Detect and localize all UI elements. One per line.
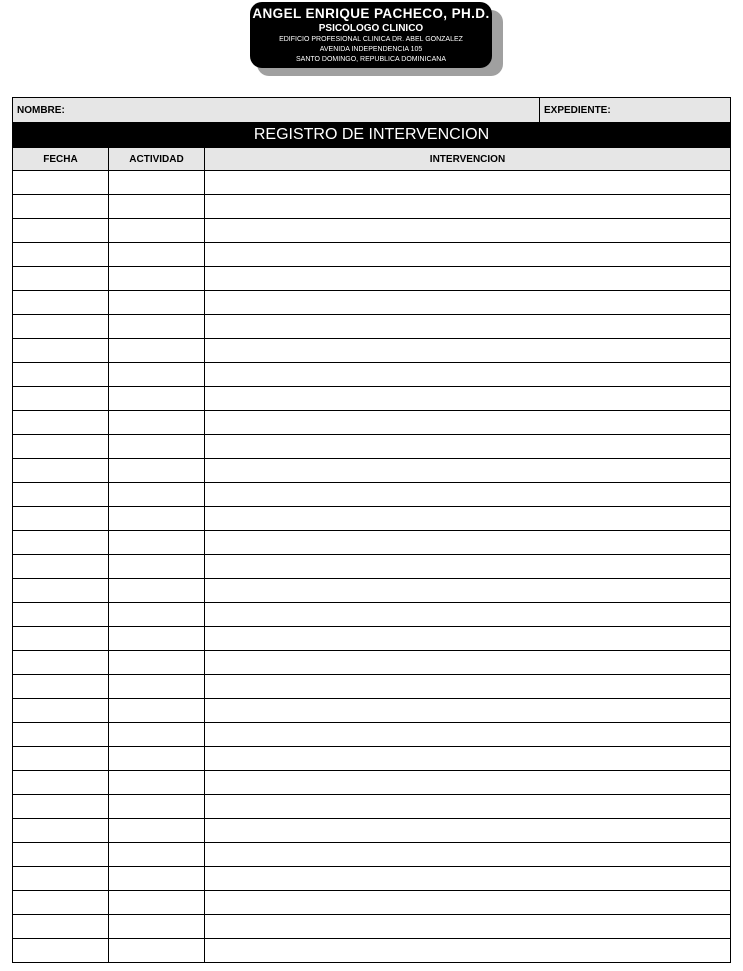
actividad-cell[interactable] <box>109 219 205 243</box>
table-row <box>13 603 731 627</box>
actividad-cell[interactable] <box>109 915 205 939</box>
intervencion-cell[interactable] <box>205 411 731 435</box>
table-row <box>13 771 731 795</box>
fecha-cell[interactable] <box>13 411 109 435</box>
fecha-cell[interactable] <box>13 219 109 243</box>
actividad-cell[interactable] <box>109 939 205 963</box>
actividad-cell[interactable] <box>109 579 205 603</box>
actividad-cell[interactable] <box>109 243 205 267</box>
actividad-cell[interactable] <box>109 675 205 699</box>
table-row <box>13 795 731 819</box>
actividad-cell[interactable] <box>109 699 205 723</box>
intervencion-cell[interactable] <box>205 267 731 291</box>
table-row <box>13 651 731 675</box>
fecha-cell[interactable] <box>13 891 109 915</box>
actividad-cell[interactable] <box>109 771 205 795</box>
intervencion-cell[interactable] <box>205 339 731 363</box>
table-row <box>13 819 731 843</box>
intervencion-cell[interactable] <box>205 747 731 771</box>
table-row <box>13 483 731 507</box>
table-row <box>13 555 731 579</box>
intervencion-cell[interactable] <box>205 243 731 267</box>
doctor-title: PSICOLOGO CLINICO <box>318 23 424 34</box>
intervencion-cell[interactable] <box>205 867 731 891</box>
table-row <box>13 675 731 699</box>
column-header-actividad: ACTIVIDAD <box>109 148 205 171</box>
intervencion-cell[interactable] <box>205 195 731 219</box>
actividad-cell[interactable] <box>109 531 205 555</box>
table-row <box>13 699 731 723</box>
fecha-cell[interactable] <box>13 915 109 939</box>
table-row <box>13 723 731 747</box>
table-row <box>13 171 731 195</box>
table-row <box>13 843 731 867</box>
intervencion-cell[interactable] <box>205 507 731 531</box>
table-row <box>13 891 731 915</box>
fecha-cell[interactable] <box>13 387 109 411</box>
actividad-cell[interactable] <box>109 507 205 531</box>
intervencion-cell[interactable] <box>205 363 731 387</box>
fecha-cell[interactable] <box>13 459 109 483</box>
actividad-cell[interactable] <box>109 867 205 891</box>
column-header-row <box>13 148 731 171</box>
actividad-cell[interactable] <box>109 171 205 195</box>
table-row <box>13 627 731 651</box>
actividad-cell[interactable] <box>109 435 205 459</box>
table-row <box>13 339 731 363</box>
fecha-cell[interactable] <box>13 291 109 315</box>
actividad-cell[interactable] <box>109 387 205 411</box>
doctor-name: ANGEL ENRIQUE PACHECO, PH.D. <box>252 6 490 21</box>
intervencion-cell[interactable] <box>205 795 731 819</box>
table-row <box>13 915 731 939</box>
actividad-cell[interactable] <box>109 795 205 819</box>
table-row <box>13 363 731 387</box>
fecha-cell[interactable] <box>13 747 109 771</box>
table-row <box>13 867 731 891</box>
fecha-cell[interactable] <box>13 363 109 387</box>
fecha-cell[interactable] <box>13 795 109 819</box>
fecha-cell[interactable] <box>13 651 109 675</box>
intervencion-cell[interactable] <box>205 171 731 195</box>
actividad-cell[interactable] <box>109 891 205 915</box>
intervencion-cell[interactable] <box>205 387 731 411</box>
intervencion-cell[interactable] <box>205 483 731 507</box>
intervencion-cell[interactable] <box>205 843 731 867</box>
actividad-cell[interactable] <box>109 315 205 339</box>
address-line: AVENIDA INDEPENDENCIA 105 <box>319 46 423 53</box>
patient-info-row <box>13 98 731 123</box>
intervencion-cell[interactable] <box>205 531 731 555</box>
fecha-cell[interactable] <box>13 603 109 627</box>
fecha-cell[interactable] <box>13 675 109 699</box>
column-header-intervencion: INTERVENCION <box>205 148 731 171</box>
actividad-cell[interactable] <box>109 267 205 291</box>
actividad-cell[interactable] <box>109 555 205 579</box>
fecha-cell[interactable] <box>13 531 109 555</box>
fecha-cell[interactable] <box>13 939 109 963</box>
actividad-cell[interactable] <box>109 819 205 843</box>
fecha-cell[interactable] <box>13 195 109 219</box>
expediente-field[interactable]: EXPEDIENTE: <box>540 98 731 123</box>
actividad-cell[interactable] <box>109 339 205 363</box>
table-row <box>13 243 731 267</box>
intervencion-cell[interactable] <box>205 459 731 483</box>
actividad-cell[interactable] <box>109 411 205 435</box>
nombre-field[interactable]: NOMBRE: <box>13 98 540 123</box>
address-line: EDIFICIO PROFESIONAL CLINICA DR. ABEL GONZALEZ <box>279 36 463 43</box>
actividad-cell[interactable] <box>109 627 205 651</box>
fecha-cell[interactable] <box>13 771 109 795</box>
actividad-cell[interactable] <box>109 747 205 771</box>
fecha-cell[interactable] <box>13 315 109 339</box>
table-row <box>13 219 731 243</box>
fecha-cell[interactable] <box>13 171 109 195</box>
table-row <box>13 315 731 339</box>
intervencion-cell[interactable] <box>205 603 731 627</box>
table-row <box>13 579 731 603</box>
actividad-cell[interactable] <box>109 459 205 483</box>
intervencion-cell[interactable] <box>205 675 731 699</box>
section-title: REGISTRO DE INTERVENCION <box>13 123 731 148</box>
table-row <box>13 531 731 555</box>
actividad-cell[interactable] <box>109 291 205 315</box>
fecha-cell[interactable] <box>13 483 109 507</box>
column-header-fecha: FECHA <box>13 148 109 171</box>
intervencion-cell[interactable] <box>205 555 731 579</box>
intervencion-cell[interactable] <box>205 315 731 339</box>
fecha-cell[interactable] <box>13 555 109 579</box>
table-row <box>13 387 731 411</box>
table-row <box>13 411 731 435</box>
intervencion-cell[interactable] <box>205 891 731 915</box>
intervencion-cell[interactable] <box>205 771 731 795</box>
table-row <box>13 507 731 531</box>
letterhead <box>250 2 492 68</box>
fecha-cell[interactable] <box>13 627 109 651</box>
intervencion-cell[interactable] <box>205 291 731 315</box>
actividad-cell[interactable] <box>109 651 205 675</box>
intervencion-cell[interactable] <box>205 579 731 603</box>
table-row <box>13 435 731 459</box>
intervencion-cell[interactable] <box>205 627 731 651</box>
table-row <box>13 747 731 771</box>
fecha-cell[interactable] <box>13 267 109 291</box>
intervencion-cell[interactable] <box>205 819 731 843</box>
table-row <box>13 195 731 219</box>
fecha-cell[interactable] <box>13 819 109 843</box>
actividad-cell[interactable] <box>109 483 205 507</box>
fecha-cell[interactable] <box>13 699 109 723</box>
actividad-cell[interactable] <box>109 843 205 867</box>
intervencion-cell[interactable] <box>205 939 731 963</box>
fecha-cell[interactable] <box>13 579 109 603</box>
intervencion-cell[interactable] <box>205 915 731 939</box>
table-row <box>13 939 731 963</box>
actividad-cell[interactable] <box>109 603 205 627</box>
intervencion-cell[interactable] <box>205 723 731 747</box>
actividad-cell[interactable] <box>109 195 205 219</box>
fecha-cell[interactable] <box>13 867 109 891</box>
intervention-form <box>12 97 731 963</box>
address-line: SANTO DOMINGO, REPUBLICA DOMINICANA <box>295 56 446 63</box>
intervencion-cell[interactable] <box>205 219 731 243</box>
actividad-cell[interactable] <box>109 363 205 387</box>
fecha-cell[interactable] <box>13 339 109 363</box>
fecha-cell[interactable] <box>13 723 109 747</box>
intervencion-cell[interactable] <box>205 699 731 723</box>
intervencion-cell[interactable] <box>205 435 731 459</box>
table-row <box>13 267 731 291</box>
intervencion-cell[interactable] <box>205 651 731 675</box>
table-row <box>13 459 731 483</box>
fecha-cell[interactable] <box>13 843 109 867</box>
table-row <box>13 291 731 315</box>
actividad-cell[interactable] <box>109 723 205 747</box>
section-banner <box>13 123 731 148</box>
fecha-cell[interactable] <box>13 243 109 267</box>
fecha-cell[interactable] <box>13 507 109 531</box>
fecha-cell[interactable] <box>13 435 109 459</box>
